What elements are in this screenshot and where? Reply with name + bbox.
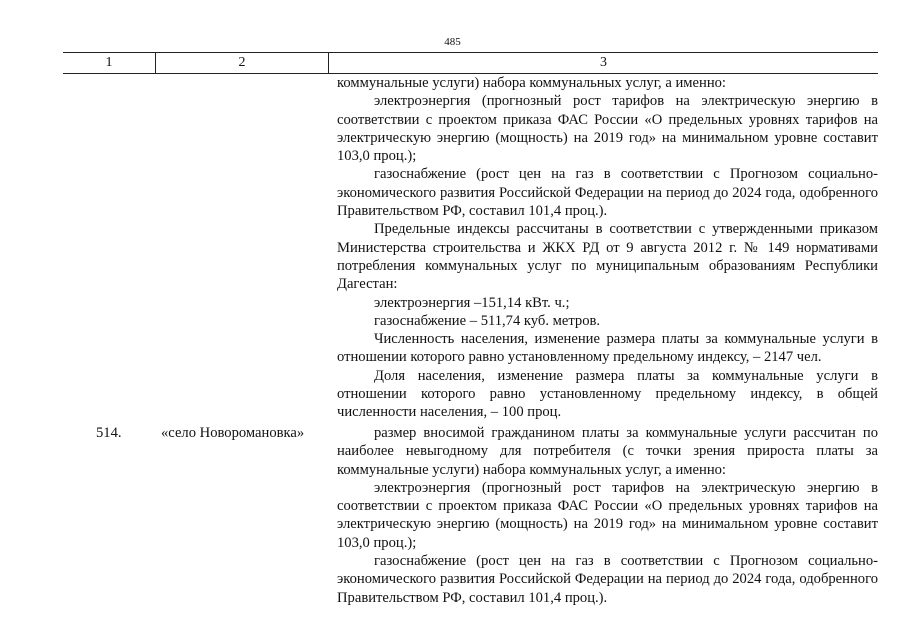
column-header-2: 2 [156, 53, 329, 73]
table-header-row [63, 52, 878, 74]
paragraph: размер вносимой гражданином платы за коммунальные услуги рассчитан по наиболее невыгодному для потребителя (с точки зрения прироста платы за коммунальные услуги) набора коммунальных услуг, а именно: [337, 425, 878, 478]
paragraph: газоснабжение – 511,74 куб. метров. [374, 312, 601, 329]
continued-entry-text [337, 74, 878, 422]
paragraph: электроэнергия (прогнозный рост тарифов на электрическую энергию в соответствии с проектом приказа ФАС России «О предельных уровнях тарифов на электрическую энергию (мощность) на 2019 год» на минимальном уровне составит 103,0 проц.); [337, 479, 878, 551]
row-number: 514. [96, 425, 122, 441]
page-number: 485 [444, 36, 461, 48]
column-header-1: 1 [63, 53, 156, 73]
column-header-3: 3 [600, 55, 607, 70]
entry-514-text [337, 424, 878, 607]
paragraph: коммунальные услуги) набора коммунальных услуг, а именно: [337, 75, 726, 91]
paragraph: электроэнергия (прогнозный рост тарифов на электрическую энергию в соответствии с проектом приказа ФАС России «О предельных уровнях тарифов на электрическую энергию (мощность) на 2019 год» на минимальном уровне составит 103,0 проц.); [337, 93, 878, 165]
paragraph: Доля населения, изменение размера платы за коммунальные услуги в отношении которого равно установленному предельному индексу, в общей численности населения, – 100 проц. [337, 367, 878, 421]
paragraph: газоснабжение (рост цен на газ в соответствии с Прогнозом социально-экономического развития Российской Федерации на период до 2024 года, одобренного Правительством РФ, составил 101,4 проц.). [337, 553, 878, 606]
paragraph: Предельные индексы рассчитаны в соответствии с утвержденными приказом Министерства строительства и ЖКХ РД от 9 августа 2012 г. № 149 нормативами потребления коммунальных услуг по муниципальным образованиям Республики Дагестан: [337, 221, 878, 293]
paragraph: Численность населения, изменение размера платы за коммунальные услуги в отношении которого равно установленному предельному индексу, – 2147 чел. [337, 331, 878, 366]
paragraph: газоснабжение (рост цен на газ в соответствии с Прогнозом социально-экономического развития Российской Федерации на период до 2024 года, одобренного Правительством РФ, составил 101,4 проц.). [337, 166, 878, 220]
paragraph: электроэнергия –151,14 кВт. ч.; [374, 294, 570, 311]
settlement-name: «село Новоромановка» [161, 425, 305, 441]
